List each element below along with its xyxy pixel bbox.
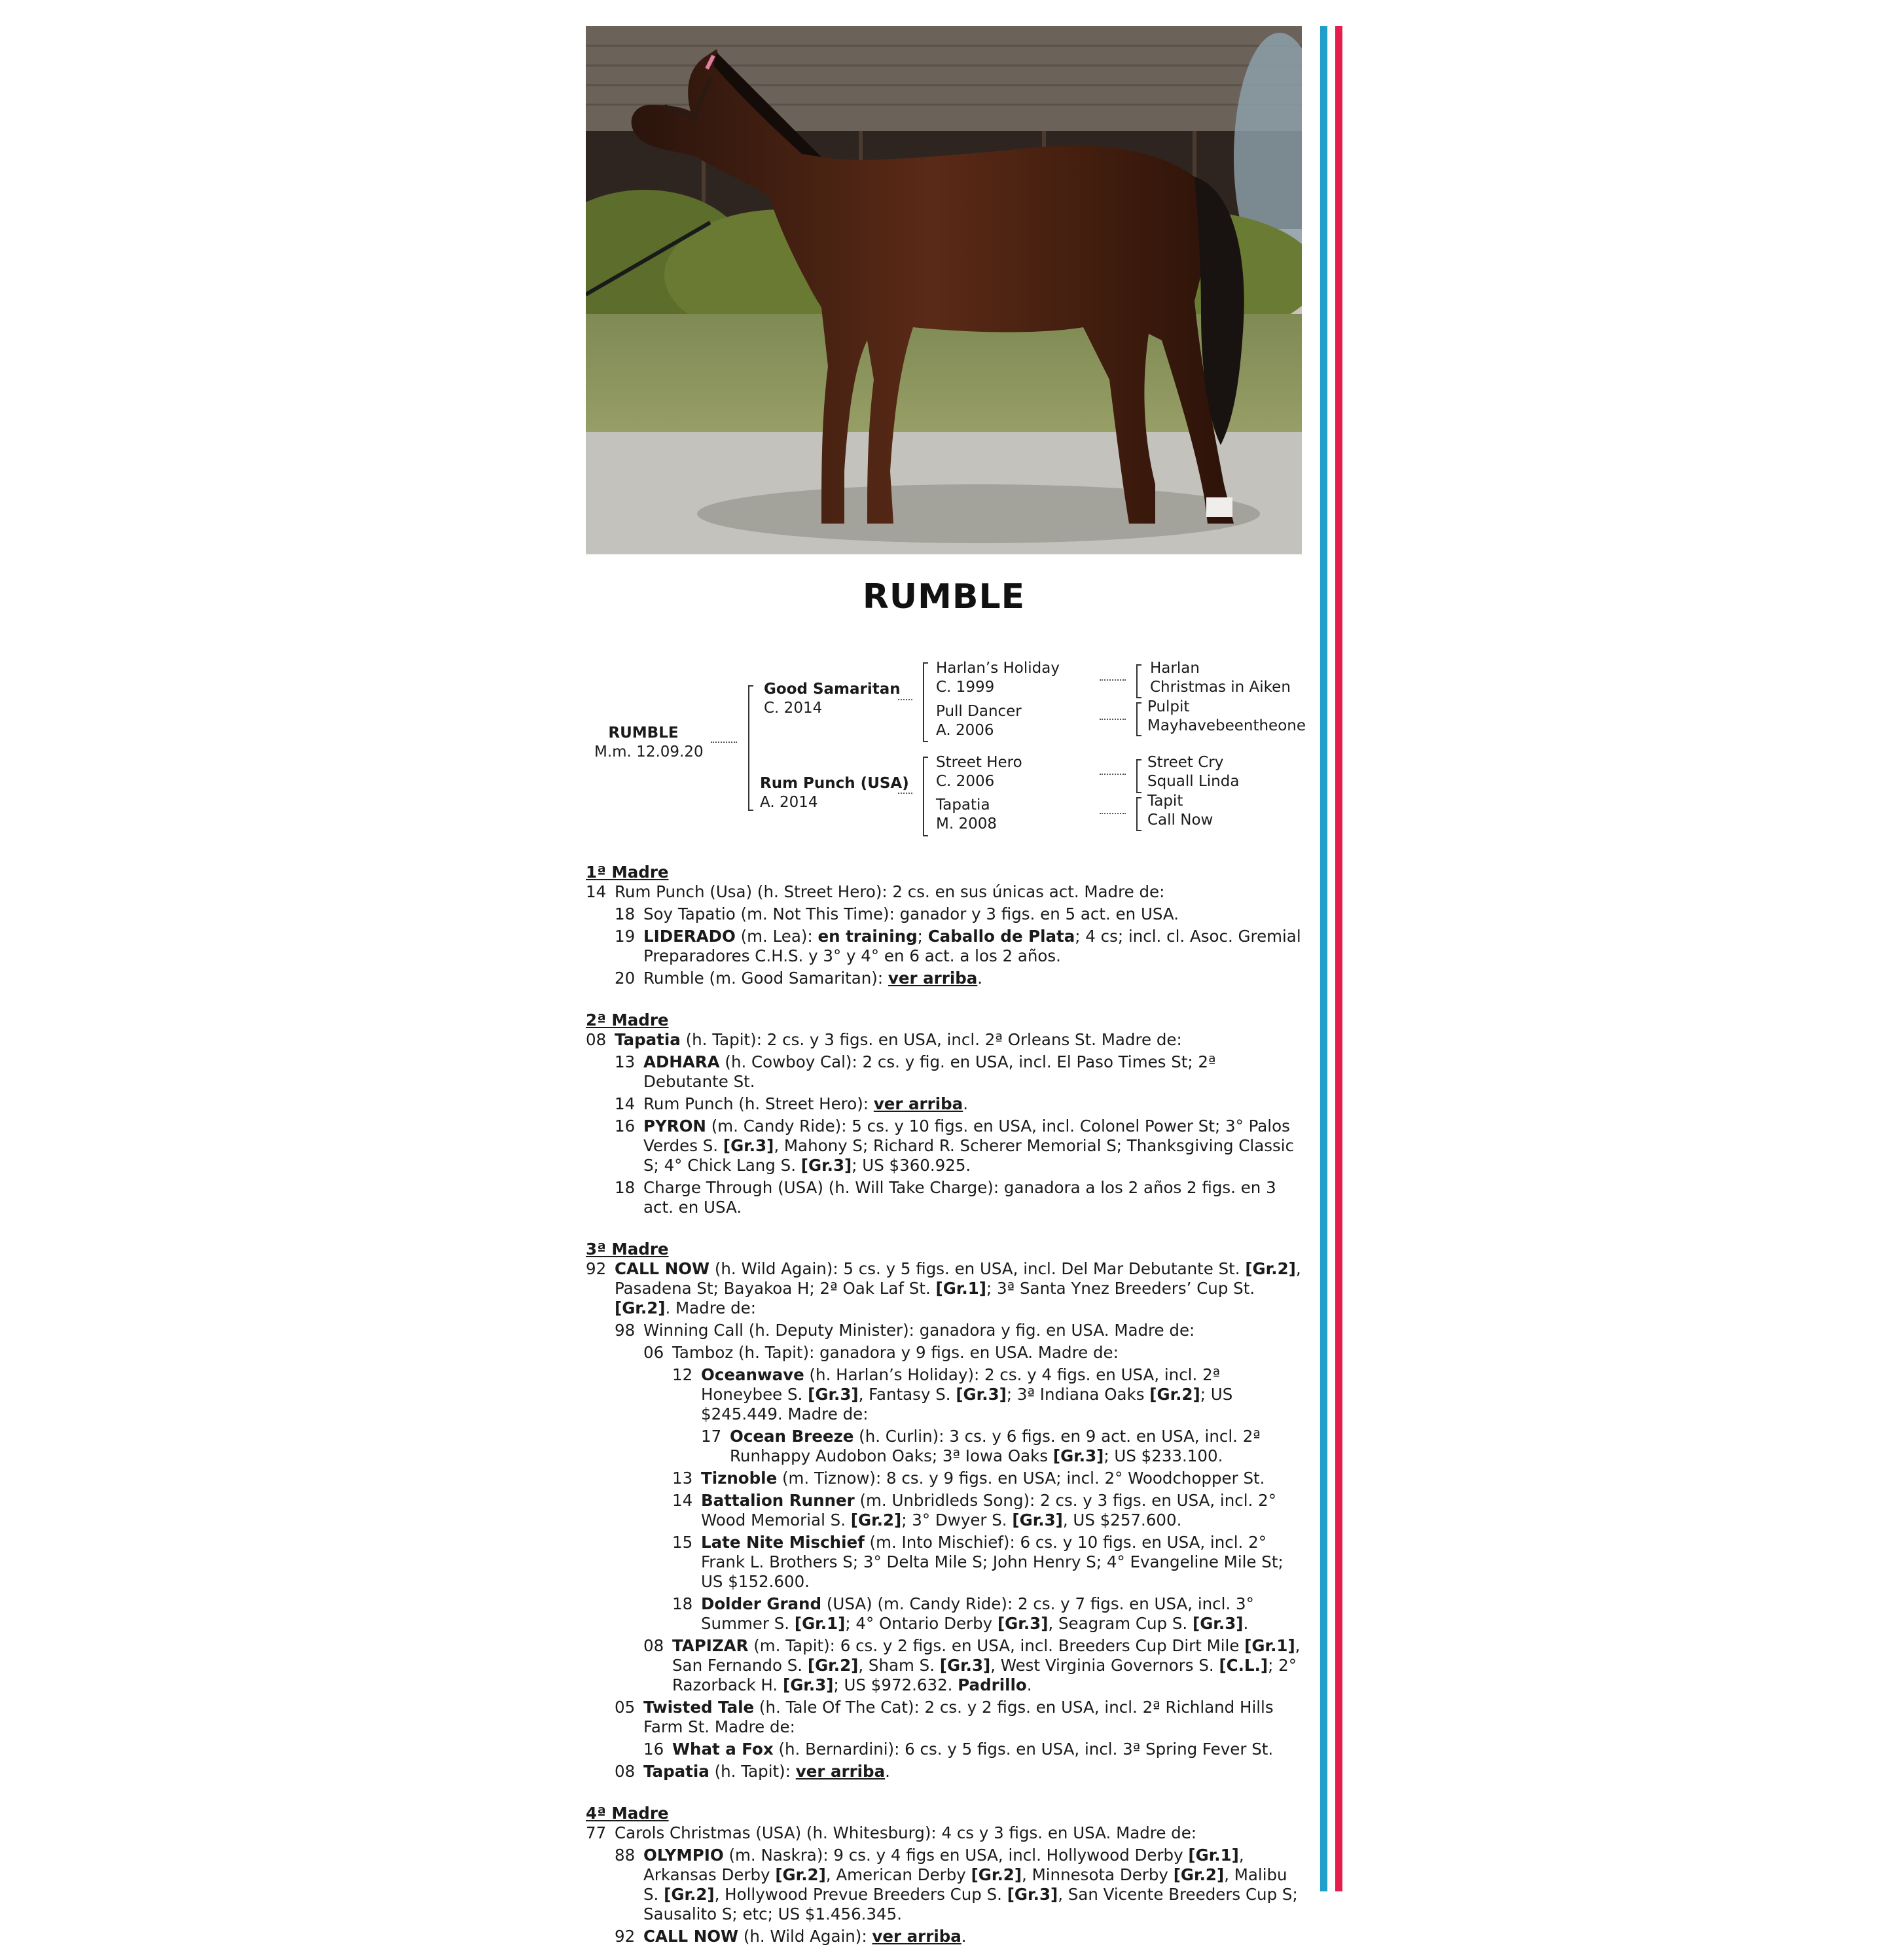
produce-year: 08 <box>643 1636 664 1655</box>
produce-year: 12 <box>672 1365 693 1384</box>
decorative-stripe-red <box>1335 26 1342 1891</box>
pedigree-connector <box>898 699 912 700</box>
produce-text: Twisted Tale (h. Tale Of The Cat): 2 cs. y 2 figs. en USA, incl. 2ª Richland Hills Farm St. Madre de: <box>643 1698 1274 1736</box>
pedigree-gen2-name: Harlan’s Holiday <box>936 660 1060 677</box>
produce-text: ADHARA (h. Cowboy Cal): 2 cs. y fig. en USA, incl. El Paso Times St; 2ª Debutante St. <box>643 1052 1216 1091</box>
produce-year: 98 <box>615 1321 636 1340</box>
produce-text: Tapatia (h. Tapit): 2 cs. y 3 figs. en USA, incl. 2ª Orleans St. Madre de: <box>615 1030 1182 1049</box>
pedigree-bracket-sire <box>923 662 928 742</box>
produce-entry <box>586 1846 1306 1924</box>
produce-text: Late Nite Mischief (m. Into Mischief): 6 cs. y 10 figs. en USA, incl. 2° Frank L. Brothers S; 3° Delta Mile S; John Henry S; 4° Evangeline Mile St; US $152.600. <box>701 1533 1284 1591</box>
produce-text: Battalion Runner (m. Unbridleds Song): 2 cs. y 3 figs. en USA, incl. 2° Wood Memorial S. [Gr.2]; 3° Dwyer S. [Gr.3], US $257.600. <box>701 1491 1276 1529</box>
dam-section <box>586 1240 1306 1781</box>
dam-section-title: 3ª Madre <box>586 1240 669 1259</box>
produce-entry <box>586 1427 1306 1466</box>
produce-text: Rum Punch (Usa) (h. Street Hero): 2 cs. en sus únicas act. Madre de: <box>615 882 1165 901</box>
pedigree-gen2-item <box>936 702 1022 740</box>
pedigree-gen2-info: A. 2006 <box>936 722 994 739</box>
pedigree-gen2-info: C. 1999 <box>936 679 995 696</box>
pedigree-gen3-pair <box>1147 792 1213 830</box>
produce-entry <box>586 1178 1306 1217</box>
produce-entry <box>586 1365 1306 1424</box>
produce-entry <box>586 904 1306 924</box>
pedigree-gen3-name: Harlan <box>1150 660 1200 677</box>
dam-section <box>586 1010 1306 1217</box>
produce-year: 18 <box>615 904 636 923</box>
produce-text: Charge Through (USA) (h. Will Take Charge): ganadora a los 2 años 2 figs. en 3 act. en USA. <box>643 1178 1276 1217</box>
produce-year: 05 <box>615 1698 636 1717</box>
pedigree-gen3-name: Squall Linda <box>1147 773 1240 790</box>
pedigree-gen3-pair <box>1147 698 1306 736</box>
produce-year: 13 <box>615 1052 636 1071</box>
produce-entry <box>586 1321 1306 1340</box>
produce-year: 16 <box>615 1117 636 1135</box>
pedigree-bracket-dam <box>923 757 928 836</box>
produce-year: 20 <box>615 969 636 988</box>
pedigree-gen2-item <box>936 796 997 834</box>
pedigree-gen3-pair <box>1150 659 1291 697</box>
produce-entry <box>586 1698 1306 1737</box>
produce-year: 19 <box>615 927 636 946</box>
pedigree-bracket-gen3 <box>1136 702 1141 736</box>
pedigree-dam-info: A. 2014 <box>760 794 818 811</box>
produce-year: 92 <box>586 1259 607 1278</box>
pedigree-dam-name: Rum Punch (USA) <box>760 775 909 792</box>
pedigree-subject-name: RUMBLE <box>608 724 679 742</box>
pedigree-gen3-pair <box>1147 753 1239 791</box>
decorative-stripe-blue <box>1320 26 1327 1891</box>
pedigree-gen2-name: Pull Dancer <box>936 703 1022 720</box>
pedigree-bracket-gen3 <box>1136 759 1141 793</box>
produce-year: 92 <box>615 1927 636 1946</box>
produce-entry <box>586 1740 1306 1759</box>
pedigree-gen3-name: Call Now <box>1147 812 1213 829</box>
pedigree-gen2-info: M. 2008 <box>936 815 997 832</box>
produce-year: 08 <box>586 1030 607 1049</box>
produce-year: 13 <box>672 1469 693 1488</box>
pedigree-gen3-name: Tapit <box>1147 793 1183 810</box>
produce-entry <box>586 1533 1306 1592</box>
produce-entry <box>586 1117 1306 1175</box>
produce-text: What a Fox (h. Bernardini): 6 cs. y 5 figs. en USA, incl. 3ª Spring Fever St. <box>672 1740 1274 1759</box>
produce-entry <box>586 1052 1306 1092</box>
produce-entry <box>586 1927 1306 1946</box>
produce-text: Tiznoble (m. Tiznow): 8 cs. y 9 figs. en USA; incl. 2° Woodchopper St. <box>701 1469 1265 1488</box>
produce-text: Carols Christmas (USA) (h. Whitesburg): 4 cs y 3 figs. en USA. Madre de: <box>615 1823 1197 1842</box>
pedigree-sire-name: Good Samaritan <box>764 681 901 698</box>
pedigree-gen2-name: Tapatia <box>936 796 990 814</box>
produce-entry <box>586 882 1306 902</box>
pedigree-connector <box>898 793 912 794</box>
pedigree-connector <box>711 742 737 743</box>
produce-entry <box>586 969 1306 988</box>
horse-name-title: RUMBLE <box>862 577 1026 617</box>
horse-photo <box>586 26 1302 554</box>
pedigree-gen2-item <box>936 753 1022 791</box>
produce-entry <box>586 1259 1306 1318</box>
family-record <box>586 863 1306 1949</box>
dam-section <box>586 1804 1306 1946</box>
pedigree-bracket-gen3 <box>1136 664 1141 698</box>
pedigree-sire-info: C. 2014 <box>764 700 823 717</box>
produce-entry <box>586 1030 1306 1050</box>
produce-year: 17 <box>701 1427 722 1446</box>
produce-text: Tapatia (h. Tapit): ver arriba. <box>643 1762 890 1781</box>
produce-year: 15 <box>672 1533 693 1552</box>
dam-section-title: 4ª Madre <box>586 1804 669 1823</box>
produce-year: 77 <box>586 1823 607 1842</box>
produce-text: OLYMPIO (m. Naskra): 9 cs. y 4 figs en USA, incl. Hollywood Derby [Gr.1], Arkansas Derby [Gr.2], American Derby [Gr.2], Minnesota Derby [Gr.2], Malibu S. [Gr.2], Hollywood Prevue Breeders Cup S. [Gr.3], San Vicente Breeders Cup S; Sausalito S; etc; US $1.456.345. <box>643 1846 1298 1923</box>
produce-entry <box>586 1491 1306 1530</box>
produce-entry <box>586 1823 1306 1843</box>
pedigree-dam <box>760 774 909 812</box>
produce-text: PYRON (m. Candy Ride): 5 cs. y 10 figs. en USA, incl. Colonel Power St; 3° Palos Verdes S. [Gr.3], Mahony S; Richard R. Scherer Memorial S; Thanksgiving Classic S; 4° Chick Lang S. [Gr.3]; US $360.925. <box>643 1117 1295 1175</box>
pedigree-connector <box>1100 774 1126 775</box>
pedigree-subject-info: M.m. 12.09.20 <box>594 743 704 760</box>
produce-text: CALL NOW (h. Wild Again): ver arriba. <box>643 1927 967 1946</box>
dam-section <box>586 863 1306 988</box>
pedigree-connector <box>1100 719 1126 720</box>
produce-text: Tamboz (h. Tapit): ganadora y 9 figs. en USA. Madre de: <box>672 1343 1119 1362</box>
produce-year: 18 <box>672 1594 693 1613</box>
produce-text: LIDERADO (m. Lea): en training; Caballo de Plata; 4 cs; incl. cl. Asoc. Gremial Preparadores C.H.S. y 3° y 4° en 6 act. a los 2 años. <box>643 927 1301 965</box>
pedigree-sire <box>764 680 901 718</box>
produce-year: 16 <box>643 1740 664 1759</box>
produce-year: 14 <box>672 1491 693 1510</box>
pedigree-gen2-info: C. 2006 <box>936 773 995 790</box>
pedigree-bracket-gen3 <box>1136 797 1141 831</box>
produce-entry <box>586 1762 1306 1781</box>
produce-text: Soy Tapatio (m. Not This Time): ganador y 3 figs. en 5 act. en USA. <box>643 904 1179 923</box>
produce-entry <box>586 1343 1306 1363</box>
pedigree-subject <box>594 724 704 762</box>
produce-text: CALL NOW (h. Wild Again): 5 cs. y 5 figs. en USA, incl. Del Mar Debutante St. [Gr.2], Pasadena St; Bayakoa H; 2ª Oak Laf St. [Gr.1]; 3ª Santa Ynez Breeders’ Cup St. [Gr.2]. Madre de: <box>615 1259 1301 1317</box>
produce-text: Winning Call (h. Deputy Minister): ganadora y fig. en USA. Madre de: <box>643 1321 1195 1340</box>
produce-year: 08 <box>615 1762 636 1781</box>
produce-text: Rumble (m. Good Samaritan): ver arriba. <box>643 969 983 988</box>
produce-entry <box>586 1094 1306 1114</box>
produce-year: 88 <box>615 1846 636 1865</box>
produce-year: 18 <box>615 1178 636 1197</box>
produce-entry <box>586 1469 1306 1488</box>
produce-text: Rum Punch (h. Street Hero): ver arriba. <box>643 1094 968 1113</box>
pedigree-gen2-name: Street Hero <box>936 754 1022 771</box>
dam-section-title: 1ª Madre <box>586 863 669 882</box>
pedigree-connector <box>1100 679 1126 681</box>
pedigree-gen3-name: Street Cry <box>1147 754 1224 771</box>
produce-year: 06 <box>643 1343 664 1362</box>
pedigree-gen3-name: Mayhavebeentheone <box>1147 717 1306 734</box>
pedigree-connector <box>1100 813 1126 814</box>
produce-entry <box>586 1594 1306 1634</box>
pedigree-gen3-name: Pulpit <box>1147 698 1190 715</box>
produce-text: Oceanwave (h. Harlan’s Holiday): 2 cs. y 4 figs. en USA, incl. 2ª Honeybee S. [Gr.3], Fantasy S. [Gr.3]; 3ª Indiana Oaks [Gr.2]; US $245.449. Madre de: <box>701 1365 1233 1423</box>
produce-text: Dolder Grand (USA) (m. Candy Ride): 2 cs. y 7 figs. en USA, incl. 3° Summer S. [Gr.1]; 4° Ontario Derby [Gr.3], Seagram Cup S. [Gr.3]. <box>701 1594 1254 1633</box>
produce-text: TAPIZAR (m. Tapit): 6 cs. y 2 figs. en USA, incl. Breeders Cup Dirt Mile [Gr.1], San Fernando S. [Gr.2], Sham S. [Gr.3], West Virginia Governors S. [C.L.]; 2° Razorback H. [Gr.3]; US $972.632. Padrillo. <box>672 1636 1301 1694</box>
produce-entry <box>586 1636 1306 1695</box>
produce-entry <box>586 927 1306 966</box>
pedigree-gen3-name: Christmas in Aiken <box>1150 679 1291 696</box>
pedigree-gen2-item <box>936 659 1060 697</box>
dam-section-title: 2ª Madre <box>586 1010 669 1029</box>
produce-text: Ocean Breeze (h. Curlin): 3 cs. y 6 figs. en 9 act. en USA, incl. 2ª Runhappy Audobon Oaks; 3ª Iowa Oaks [Gr.3]; US $233.100. <box>730 1427 1261 1465</box>
produce-year: 14 <box>586 882 607 901</box>
produce-year: 14 <box>615 1094 636 1113</box>
pedigree-bracket-parents <box>748 685 753 811</box>
